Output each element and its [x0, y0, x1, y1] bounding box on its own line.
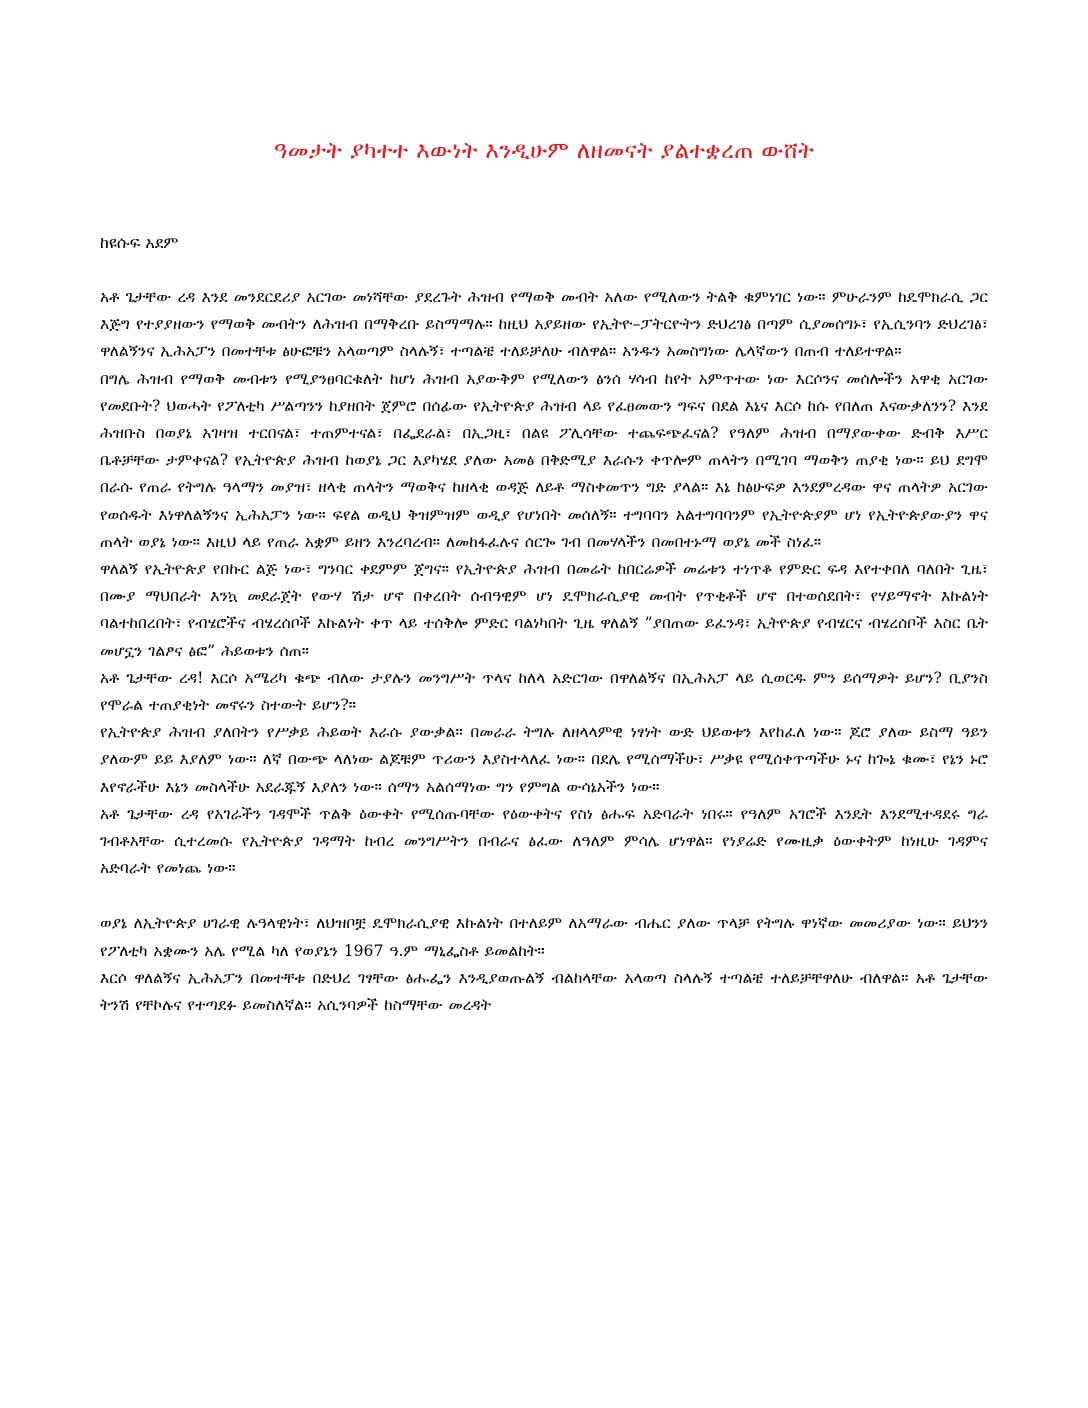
paragraph-4: አቶ ጌታቸው ረዳ! እርሶ አሜሪካ ቁጭ ብለው ታያሉን መንግሥት ጥላና ከለላ አድርገው በዋለልኝና በኢሕአፓ ላይ ሲወርዱ ምን ይሰማዎት ይሆን? ቢያንስ የሞራል ተጠያቂነት መኖሩን ስተውት ይሆን?። — [100, 668, 988, 715]
paragraph-7: ወያኔ ለኢትዮጵያ ሀገራዊ ሉዓላዊነት፣ ለህዝቦቿ ዴሞክራሲያዊ እኩልነት በተለይም ለአማራው ብሔር ያለው ጥላቻ የትግሉ ዋነኛው መመሪያው ነው። ይህንን የፖለቲካ አቋሙን አሌ የሚል ካለ የወያኔን 1967 ዓ.ም ማኒፌስቶ ይመልከት። — [100, 914, 988, 960]
paragraph-8: እርሶ ዋለልኝና ኢሕአፓን በመተቸቱ በድህረ ገፃቸው ፅሑፌን እንዲያወጡልኝ ብልከላቸው አላወጣ ስላሉኝ ተጣልቼ ተለይቻቸዋለሁ ብለዋል። አቶ ጌታቸው ትንሽ የቸኮሉና የተጣደፉ ይመስለኛል። አሲንባዎች ከስማቸው መረዳት — [100, 968, 988, 1015]
paragraph-5: የኢትዮጵያ ሕዝብ ያለበትን የሥቃይ ሕይወት እራሱ ያውቃል። በመራራ ትግሉ ለዘላላምዊ ነፃነት ውድ ህይወቱን እየከፈለ ነው። ጆሮ ያለው ይስማ ዓይን ያለውም ይይ እያለም ነው። ለኛ በውጭ ላለነው ልጆቹም ጥሪውን እያስተላለፈ ነው። በደሌ የሚሰማችሁ፣ ሥቃዩ የሚሰቀጥጣችሁ ኑና ከጐኔ ቁሙ፣ የኔን ኑሮ እየኖራችሁ እኔን መስላችሁ አደራጁኝ እያለን ነው። ሰማን አልሰማነው ግን የምግል ውሳኔአችን ነው። — [100, 723, 988, 796]
author-byline: ከዩሱፍ አደም — [100, 233, 179, 252]
article-title: ዓመታት ያካተተ እውነት እንዲሁም ለዘመናት ያልተቋረጠ ውሸት — [273, 138, 815, 164]
paragraph-3: ዋለልኝ የኢትዮጵያ የበኩር ልጅ ነው፣ ግንባር ቀደምም ጀግና። የኢትዮጵያ ሕዝብ በመሬት ከበርሬዎች መሬቱን ተነጥቆ የምድር ፍዳ እየተቀበለ ባለበት ጊዜ፣ በሙያ ማህበራት እንኳ መደራጀት የውሃ ሽታ ሆኖ በቀረበት ሰብዓዊም ሆነ ዴሞክራሲያዊ መብት የጥቂቶች ሆኖ በተወሰደበት፣ የሃይማኖት እኩልነት ባልተከበረበት፣ የብሄሮችና ብሄረሰቦች እኩልነት ቀጥ ላይ ተሰቅሎ ምድር ባልነካበት ጊዜ ዋለልኝ ”ያበጠው ይፈንዳ፣ ኢትዮጵያ የብሄርና ብሄረሰቦች እስር ቤት መሆኗን ገልፆና ፅፎ” ሕይወቱን ሰጠ። — [100, 560, 988, 660]
paragraph-2: በግሌ ሕዝብ የማወቅ መብቱን የሚያንፀባርቁለት ከሆነ ሕዝብ አያውቅም የሚለውን ፅንሰ ሃሳብ ከየት አምጥተው ነው እርሶንና መሰሎችን አዋቂ አርገው የመደቡት? ህወሓት የፖለቲካ ሥልጣንን ከያዘበት ጀምሮ በሰፊው የኢትዮጵያ ሕዝብ ላይ የፈፀመውን ግፍና በደል እኔና እርሶ ከሱ የበለጠ እናውቃለንን? እንደ ሕዝቡስ በወያኔ አገዛዝ ተርበናል፣ ተጠምተናል፣ በፌደራል፣ በኢጋዚ፣ በልዩ ፖሊሳቸው ተጨፍጭፈናል? የዓለም ሕዝብ በማያውቀው ድብቅ እሥር ቤቶቻቸው ታምቀናል? የኢትዮጵያ ሕዝብ ከወያኔ ጋር እያካሄደ ያለው አመፅ በቅድሚያ እራሱን ቀጥሎም ጠላትን በሚገባ ማወቅን ጠያቂ ነው። ይህ ደግሞ በራሱ የጠራ የትግሉ ዓላማን መያዝ፣ ዘላቂ ጠላትን ማወቅና ከዘላቂ ወዳጅ ለይቶ ማስቀመጥን ግድ ያላል። እኔ ከፅሁፍዎ እንደምረዳው ዋና ጠላትዎ አርገው የወሰዱት እነዋለልኝንና ኢሕአፓን ነው። ፍየል ወዲህ ቅዝምዝም ወዲያ የሆነበት መሰለኝ። ተግባባን አልተግባባንም የኢትዮጵያም ሆነ የኢትዮጵያውያን ዋና ጠላት ወያኔ ነው። እዚህ ላይ የጠራ አቋም ይዘን እንረባረብ። ለመከፋፈሉና ሰርጐ ገብ በመሃላችን በመበተኑማ ወያኔ መች ስነፈ። — [100, 369, 988, 551]
paragraph-6: አቶ ጌታቸው ረዳ የአገራችን ገዳሞች ጥልቅ ዕውቀት የሚሰጡባቸው የዕውቀትና የስነ ፅሑፍ አድባራት ነበሩ። የዓለም አገሮች እንዴት እንደሚተዳደሩ ግራ ገብቶአቸው ሲተረመሱ የኢትዮጵያ ገዳማት ከብረ መንግሥትን በብራና ፅፈው ለዓለም ምሳሌ ሆነዋል። የነያሬድ የሙዚቃ ዕውቀትም ከነዚሁ ገዳምና አድባራት የመነጨ ነው። — [100, 804, 988, 878]
article-body — [100, 284, 988, 1019]
paragraph-1: አቶ ጌታቸው ረዳ እንደ መንደርደሪያ አርገው መነሻቸው ያደረጉት ሕዝብ የማወቅ መብት አለው የሚለውን ትልቅ ቁምነገር ነው። ምሁራንም ከዴሞክራሲ ጋር እጅግ የተያያዘውን የማወቅ መብትን ለሕዝብ በማቅረቡ ይስማማሉ። ከዚህ አያይዘው የኢትዮ–ፓትርዮትን ድህረገፅ በጣም ሲያመሰግኑ፣ የኢሲንባን ድህረገፅ፣ ዋለልኝንና ኢሕአፓን በመተቸቱ ፅሁፎቹን አላወጣም ስላሉኝ፣ ተጣልቼ ተለይቻለሁ ብለዋል። አንዱን አመስግነው ሌላኛውን በጠብ ተለይተዋል። — [100, 288, 988, 361]
